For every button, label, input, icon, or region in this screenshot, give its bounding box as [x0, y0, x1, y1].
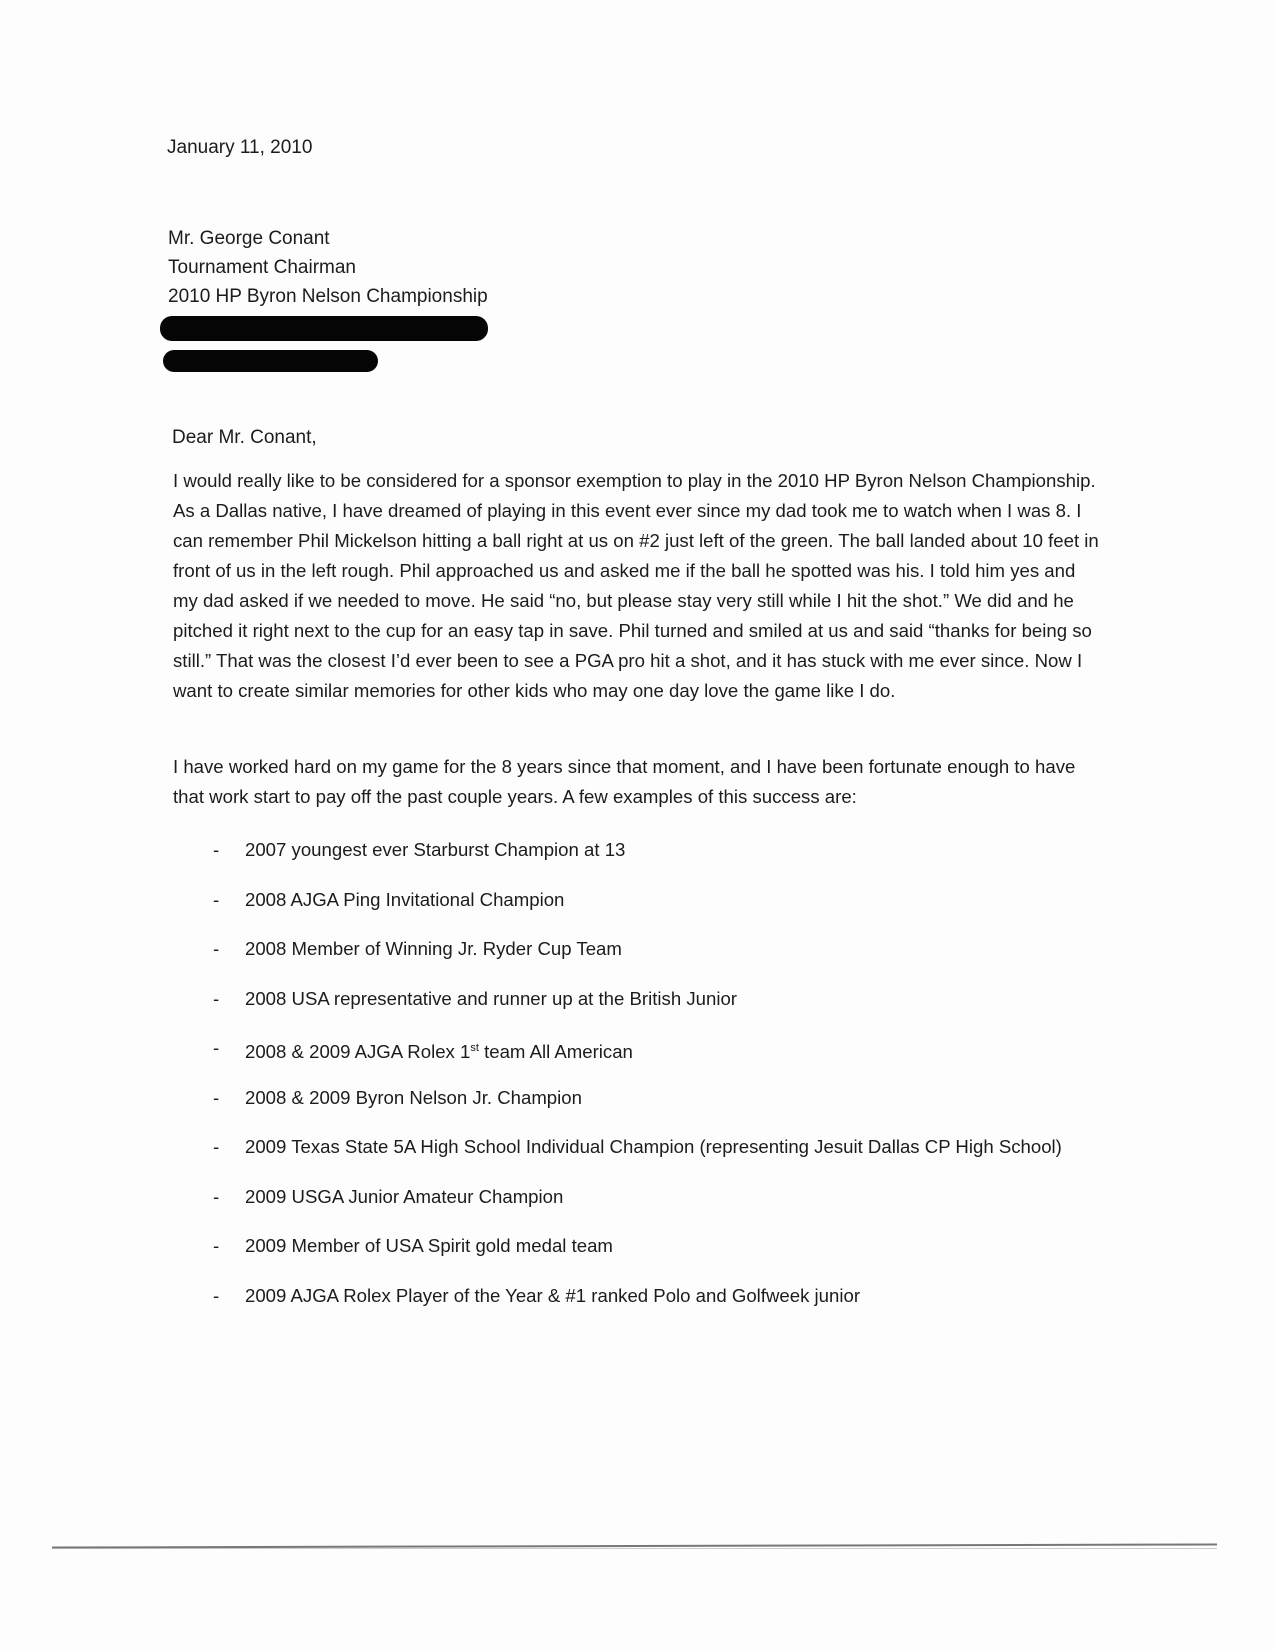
recipient-name: Mr. George Conant	[168, 228, 330, 249]
body-paragraph-2: I have worked hard on my game for the 8 years since that moment, and I have been fortunate enough to have that work start to pay off the past couple years. A few examples of this success are:	[173, 756, 1076, 807]
list-dash: -	[213, 1136, 220, 1157]
recipient-title: Tournament Chairman	[168, 257, 356, 278]
body-paragraph-1: I would really like to be considered for a sponsor exemption to play in the 2010 HP Byron Nelson Championship. As a Dallas native, I have dreamed of playing in this event ever since my dad took me to watch when I was 8. I can remember Phil Mickelson hitting a ball right at us on #2 just left of the green. The ball landed about 10 feet in front of us in the left rough. Phil approached us and asked me if the ball he spotted was his. I told him yes and my dad asked if we needed to move. He said “no, but please stay very still while I hit the shot.” We did and he pitched it right next to the cup for an easy tap in save. Phil turned and smiled at us and said “thanks for being so still.” That was the closest I’d ever been to see a PGA pro hit a shot, and it has stuck with me ever since. Now I want to create similar memories for other kids who may one day love the game like I do.	[173, 470, 1099, 701]
achievement-text: 2008 USA representative and runner up at the British Junior	[245, 987, 737, 1009]
achievement-text: 2009 AJGA Rolex Player of the Year & #1 ranked Polo and Golfweek junior	[245, 1284, 861, 1306]
redacted-address-line-2	[163, 350, 378, 372]
achievements-list	[205, 836, 1105, 1331]
list-item	[205, 1133, 1105, 1183]
achievement-text: 2009 USGA Junior Amateur Champion	[245, 1185, 564, 1207]
achievement-text: 2008 & 2009 AJGA Rolex 1st team All American	[245, 1041, 633, 1063]
achievement-text: 2008 Member of Winning Jr. Ryder Cup Team	[245, 938, 622, 959]
letter-date: January 11, 2010	[167, 137, 313, 158]
list-item	[205, 985, 1105, 1035]
achievement-text: 2009 Member of USA Spirit gold medal team	[245, 1235, 613, 1256]
list-dash: -	[213, 888, 220, 910]
list-dash: -	[213, 1086, 220, 1108]
achievement-text: 2008 AJGA Ping Invitational Champion	[245, 888, 565, 910]
achievement-text: 2008 & 2009 Byron Nelson Jr. Champion	[245, 1086, 582, 1108]
list-item	[205, 886, 1105, 936]
achievement-text: 2007 youngest ever Starburst Champion at 13	[245, 839, 626, 860]
list-dash: -	[213, 1185, 220, 1207]
list-dash: -	[213, 1284, 220, 1306]
list-item	[205, 1034, 1105, 1084]
list-item	[205, 1232, 1105, 1282]
salutation: Dear Mr. Conant,	[172, 427, 317, 448]
list-dash: -	[213, 839, 220, 860]
list-dash: -	[213, 938, 220, 959]
recipient-address	[168, 224, 488, 311]
list-item	[205, 836, 1105, 886]
list-item	[205, 1183, 1105, 1233]
redacted-address-line-1	[160, 316, 488, 341]
list-dash: -	[213, 1037, 220, 1058]
list-dash: -	[213, 1235, 220, 1256]
list-item	[205, 1084, 1105, 1134]
achievement-text: 2009 Texas State 5A High School Individual Champion (representing Jesuit Dallas CP High School)	[245, 1136, 1062, 1157]
list-item	[205, 1282, 1105, 1332]
page-fold-shadow	[52, 1548, 1217, 1549]
recipient-organization: 2010 HP Byron Nelson Championship	[168, 286, 488, 307]
list-item	[205, 935, 1105, 985]
list-dash: -	[213, 987, 220, 1009]
